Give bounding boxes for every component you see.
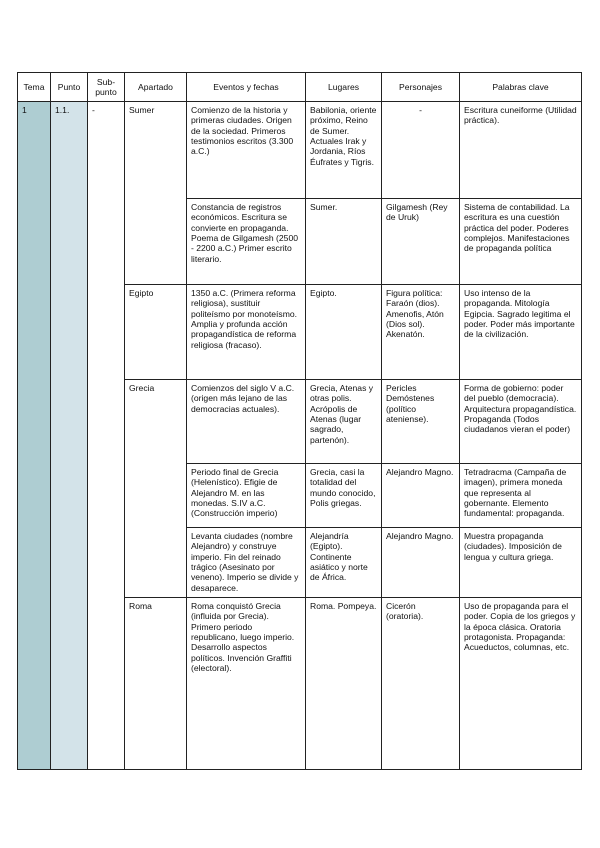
header-palabras-clave: Palabras clave: [460, 73, 582, 102]
lugares-cell: Grecia, casi la totalidad del mundo conocido, Polis griegas.: [306, 464, 382, 528]
personajes-cell: Figura política: Faraón (dios). Amenofis, Atón (Dios sol). Akenatón.: [382, 285, 460, 380]
lugares-cell: Grecia, Atenas y otras polis. Acrópolis de Atenas (lugar sagrado, partenón).: [306, 380, 382, 464]
lugares-cell: Egipto.: [306, 285, 382, 380]
tema-cell: 1: [18, 102, 51, 770]
eventos-cell: 1350 a.C. (Primera reforma religiosa), sustituir politeísmo por monoteísmo. Amplia y profunda acción propagandística de reforma religiosa (fracaso).: [187, 285, 306, 380]
lugares-cell: Alejandría (Egipto). Continente asiático y norte de África.: [306, 528, 382, 598]
table-row: [18, 102, 582, 199]
palabras-clave-cell: Uso intenso de la propaganda. Mitología Egipcia. Sagrado legitima el poder. Poder más importante de la civilización.: [460, 285, 582, 380]
eventos-cell: Levanta ciudades (nombre Alejandro) y construye imperio. Fin del reinado trágico (Asesinato por veneno). Imperio se divide y desaparece.: [187, 528, 306, 598]
palabras-clave-cell: Sistema de contabilidad. La escritura es una cuestión práctica del poder. Poderes complejos. Manifestaciones de propaganda política: [460, 199, 582, 285]
header-personajes: Personajes: [382, 73, 460, 102]
lugares-cell: Sumer.: [306, 199, 382, 285]
eventos-cell: Roma conquistó Grecia (influida por Grecia). Primero periodo republicano, luego imperio. Desarrollo aspectos políticos. Invención Graffiti (electoral).: [187, 598, 306, 770]
header-subpunto: Sub- punto: [88, 73, 125, 102]
personajes-cell: -: [382, 102, 460, 199]
apartado-cell: Sumer: [125, 102, 187, 285]
subpunto-cell: -: [88, 102, 125, 770]
personajes-cell: Cicerón (oratoria).: [382, 598, 460, 770]
personajes-cell: Alejandro Magno.: [382, 528, 460, 598]
apartado-cell: Grecia: [125, 380, 187, 598]
eventos-cell: Comienzos del siglo V a.C. (origen más lejano de las democracias actuales).: [187, 380, 306, 464]
summary-table: [17, 72, 582, 770]
eventos-cell: Comienzo de la historia y primeras ciudades. Origen de la sociedad. Primeros testimonios escritos (3.300 a.C.): [187, 102, 306, 199]
palabras-clave-cell: Forma de gobierno: poder del pueblo (democracia). Arquitectura propagandística. Propaganda (Todos ciudadanos vieran el poder): [460, 380, 582, 464]
punto-cell: 1.1.: [51, 102, 88, 770]
lugares-cell: Babilonia, oriente próximo, Reino de Sumer. Actuales Irak y Jordania, Ríos Éufrates y Tigris.: [306, 102, 382, 199]
header-tema: Tema: [18, 73, 51, 102]
apartado-cell: Egipto: [125, 285, 187, 380]
header-apartado: Apartado: [125, 73, 187, 102]
lugares-cell: Roma. Pompeya.: [306, 598, 382, 770]
eventos-cell: Constancia de registros económicos. Escritura se convierte en propaganda. Poema de Gilgamesh (2500 - 2200 a.C.) Primer escrito literario.: [187, 199, 306, 285]
personajes-cell: Pericles Demóstenes (político ateniense).: [382, 380, 460, 464]
header-lugares: Lugares: [306, 73, 382, 102]
header-punto: Punto: [51, 73, 88, 102]
header-row: [18, 73, 582, 102]
palabras-clave-cell: Tetradracma (Campaña de imagen), primera moneda que representa al gobernante. Elemento fundamental: propaganda.: [460, 464, 582, 528]
header-eventos: Eventos y fechas: [187, 73, 306, 102]
eventos-cell: Periodo final de Grecia (Helenístico). Efigie de Alejandro M. en las monedas. S.IV a.C. (Construcción imperio): [187, 464, 306, 528]
palabras-clave-cell: Muestra propaganda (ciudades). Imposición de lengua y cultura griega.: [460, 528, 582, 598]
palabras-clave-cell: Escritura cuneiforme (Utilidad práctica).: [460, 102, 582, 199]
apartado-cell: Roma: [125, 598, 187, 770]
palabras-clave-cell: Uso de propaganda para el poder. Copia de los griegos y la época clásica. Oratoria protagonista. Propaganda: Acueductos, columnas, etc.: [460, 598, 582, 770]
personajes-cell: Gilgamesh (Rey de Uruk): [382, 199, 460, 285]
personajes-cell: Alejandro Magno.: [382, 464, 460, 528]
